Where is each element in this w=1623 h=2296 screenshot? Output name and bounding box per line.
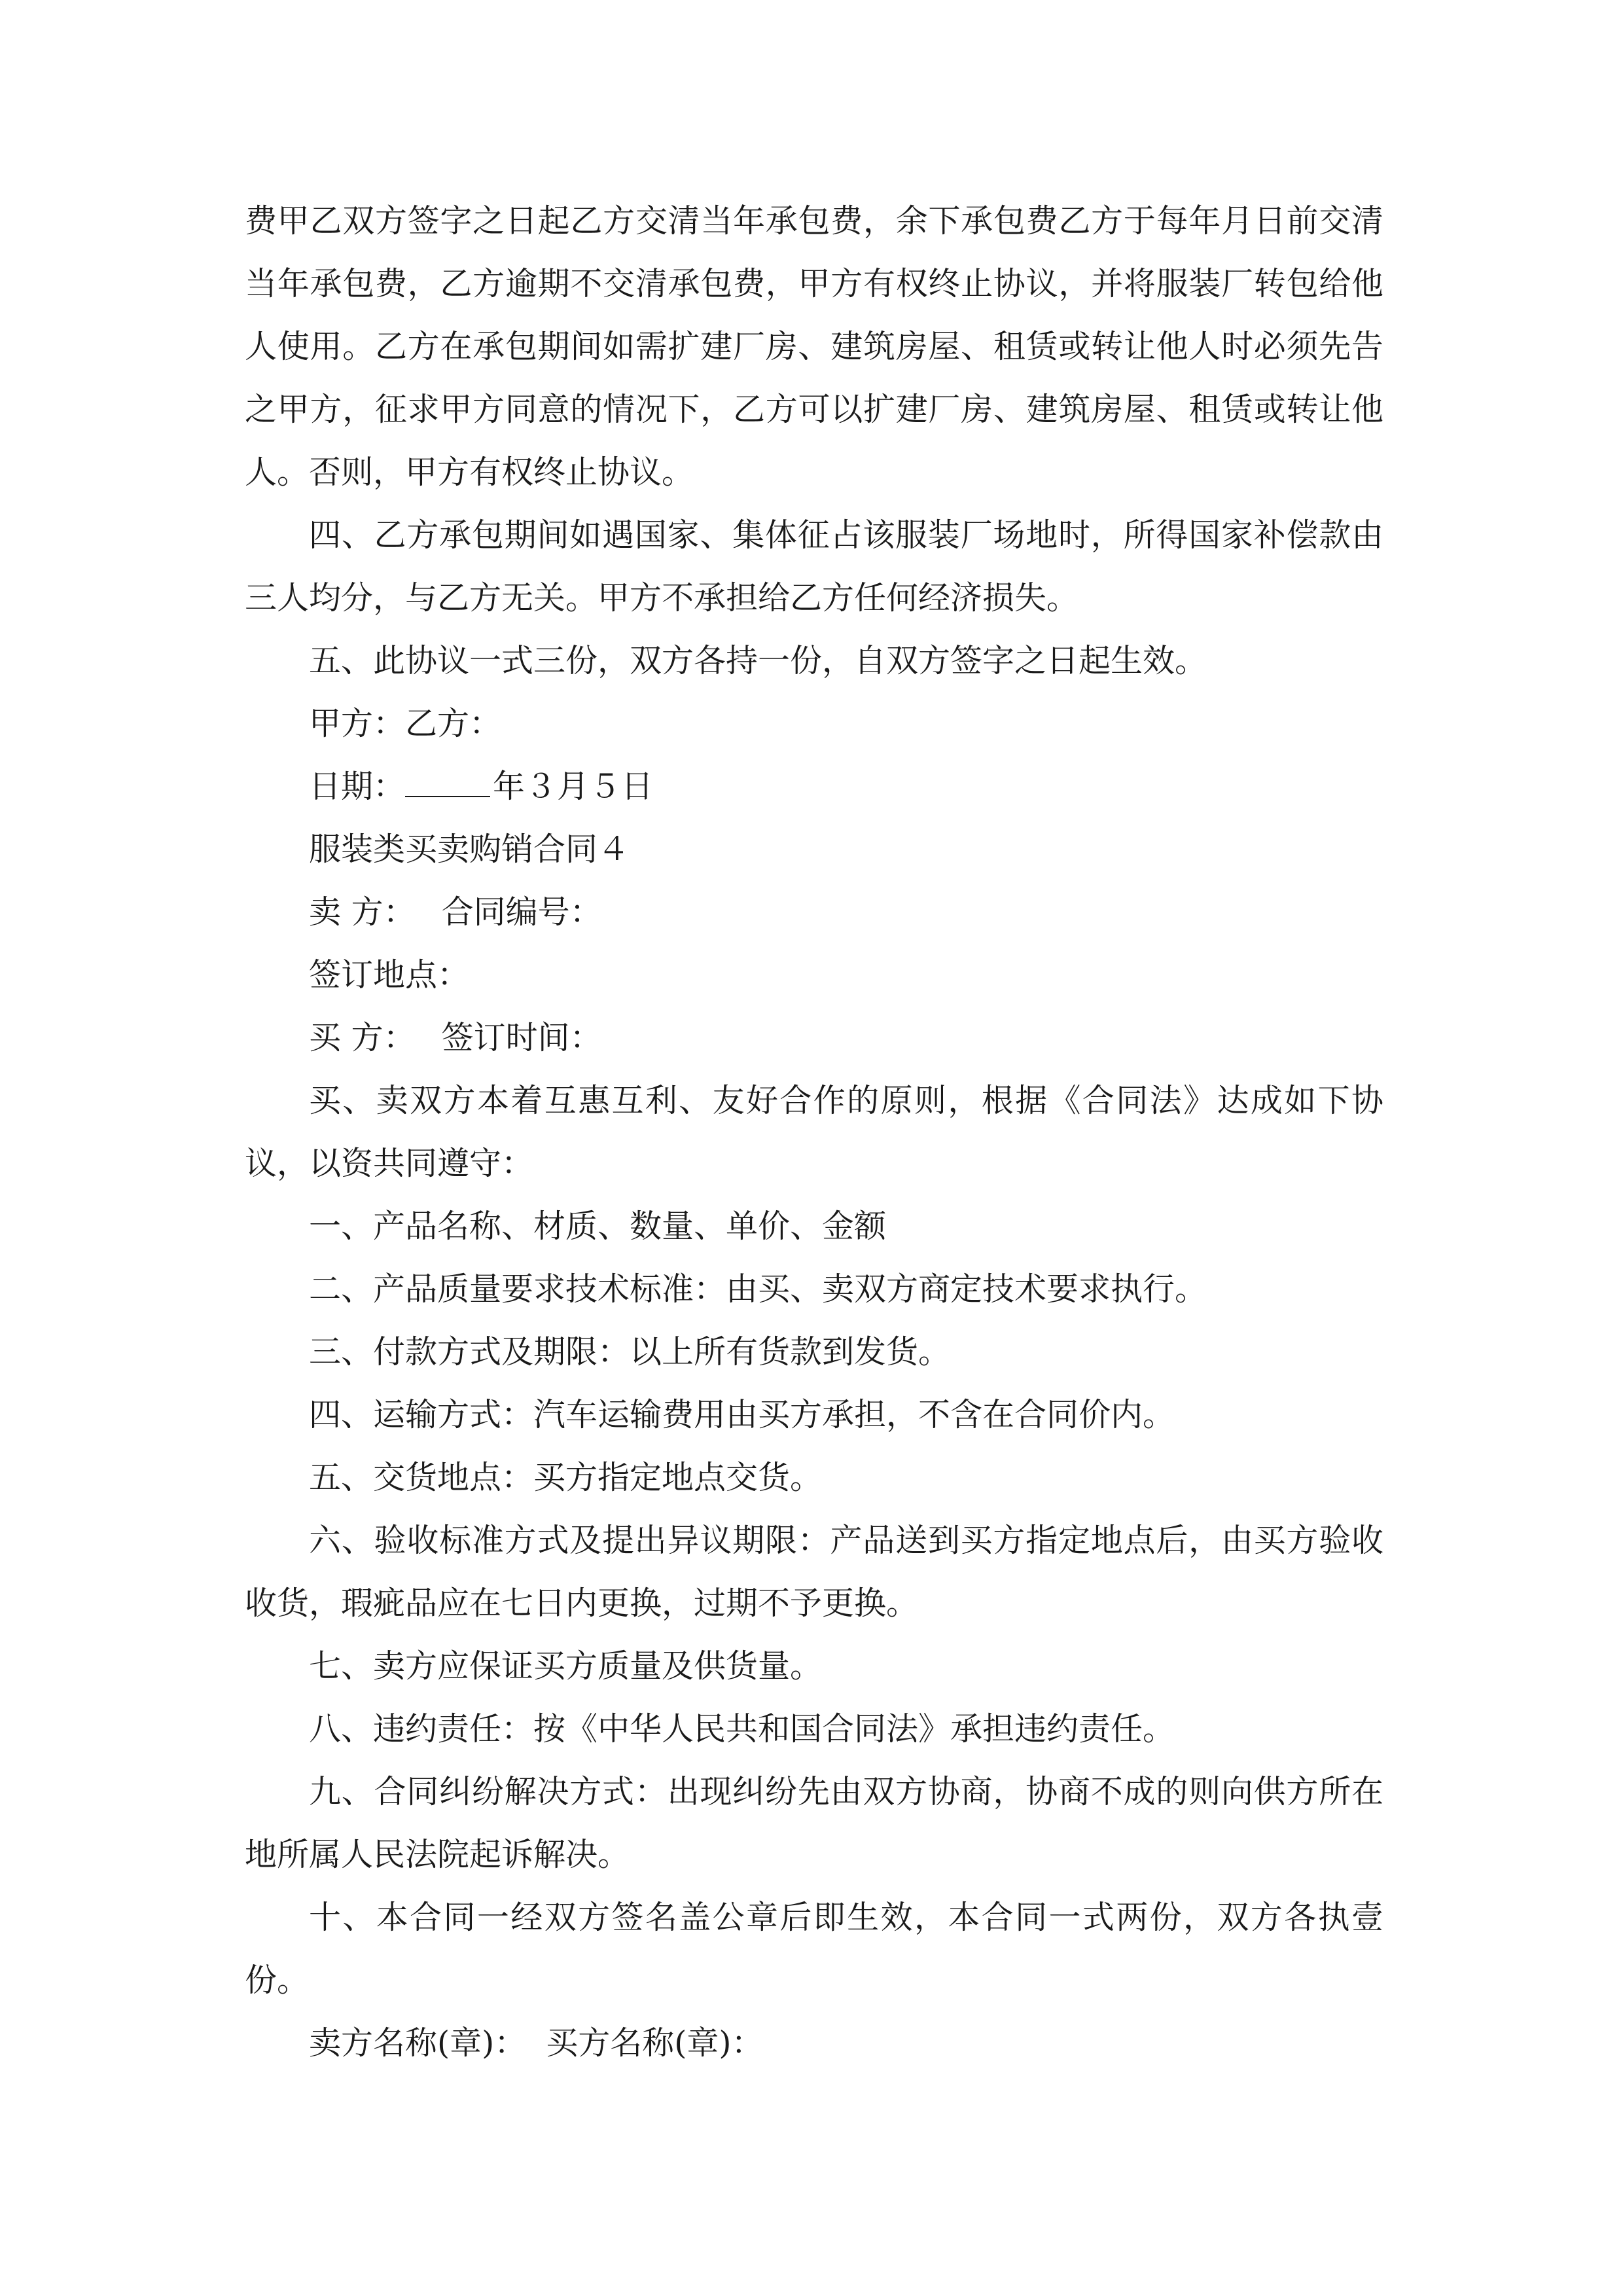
- clause-8-liability: 八、违约责任：按《中华人民共和国合同法》承担违约责任。: [309, 1710, 1175, 1748]
- party-a-label: 甲方：: [309, 705, 406, 742]
- date-label: 日期：: [309, 768, 406, 805]
- paragraph-clause-4-compensation: 四、乙方承包期间如遇国家、集体征占该服装厂场地时，所得国家补偿款由三人均分，与乙方无关。甲方不承担给乙方任何经济损失。: [245, 516, 1383, 617]
- clause-3-payment: 三、付款方式及期限：以上所有货款到发货。: [309, 1333, 951, 1371]
- clause-7-guarantee: 七、卖方应保证买方质量及供货量。: [309, 1647, 823, 1685]
- paragraph-clause-5-copies: 五、此协议一式三份，双方各持一份，自双方签字之日起生效。: [309, 642, 1207, 679]
- seller-label: 卖 方：: [309, 893, 416, 931]
- signature-names-line: [245, 2012, 1383, 2075]
- clause-1-products: 一、产品名称、材质、数量、单价、金额: [309, 1208, 887, 1245]
- document-body: [245, 190, 1383, 2075]
- buyer-label: 买 方：: [309, 1019, 416, 1056]
- clause-9-disputes: 九、合同纠纷解决方式：出现纠纷先由双方协商，协商不成的则向供方所在地所属人民法院起诉解决。: [245, 1773, 1383, 1873]
- date-line: [245, 755, 1383, 818]
- buyer-name-label: 买方名称(章)：: [546, 2024, 764, 2062]
- clause-2-quality: 二、产品质量要求技术标准：由买、卖双方商定技术要求执行。: [309, 1270, 1207, 1308]
- seller-name-label: 卖方名称(章)：: [309, 2024, 527, 2062]
- party-b-label: 乙方：: [405, 705, 502, 742]
- clause-10-effect: 十、本合同一经双方签名盖公章后即生效，本合同一式两份，双方各执壹份。: [245, 1899, 1383, 1999]
- seller-line: [245, 881, 1383, 944]
- contract-number-label: 合同编号：: [441, 893, 602, 931]
- paragraph-contract-fee-terms: 费甲乙双方签字之日起乙方交清当年承包费，余下承包费乙方于每年月日前交清当年承包费，乙方逾期不交清承包费，甲方有权终止协议，并将服装厂转包给他人使用。乙方在承包期间如需扩建厂房、建筑房屋、租赁或转让他人时必须先告之甲方，征求甲方同意的情况下，乙方可以扩建厂房、建筑房屋、租赁或转让他人。否则，甲方有权终止协议。: [245, 202, 1383, 491]
- clause-4-transport: 四、运输方式：汽车运输费用由买方承担，不含在合同价内。: [309, 1396, 1175, 1433]
- date-year-blank: [405, 759, 490, 797]
- sign-place-label: 签订地点：: [309, 956, 470, 994]
- clause-5-delivery: 五、交货地点：买方指定地点交货。: [309, 1459, 823, 1496]
- sign-time-label: 签订时间：: [441, 1019, 602, 1056]
- clause-6-acceptance: 六、验收标准方式及提出异议期限：产品送到买方指定地点后，由买方验收收货，瑕疵品应在七日内更换，过期不予更换。: [245, 1522, 1383, 1622]
- signature-line-parties: [245, 692, 1383, 755]
- buyer-line: [245, 1007, 1383, 1069]
- date-value: 年３月５日: [493, 768, 654, 805]
- contract-title: 服装类买卖购销合同４: [309, 831, 630, 868]
- paragraph-preamble: 买、卖双方本着互惠互利、友好合作的原则，根据《合同法》达成如下协议，以资共同遵守：: [245, 1082, 1383, 1182]
